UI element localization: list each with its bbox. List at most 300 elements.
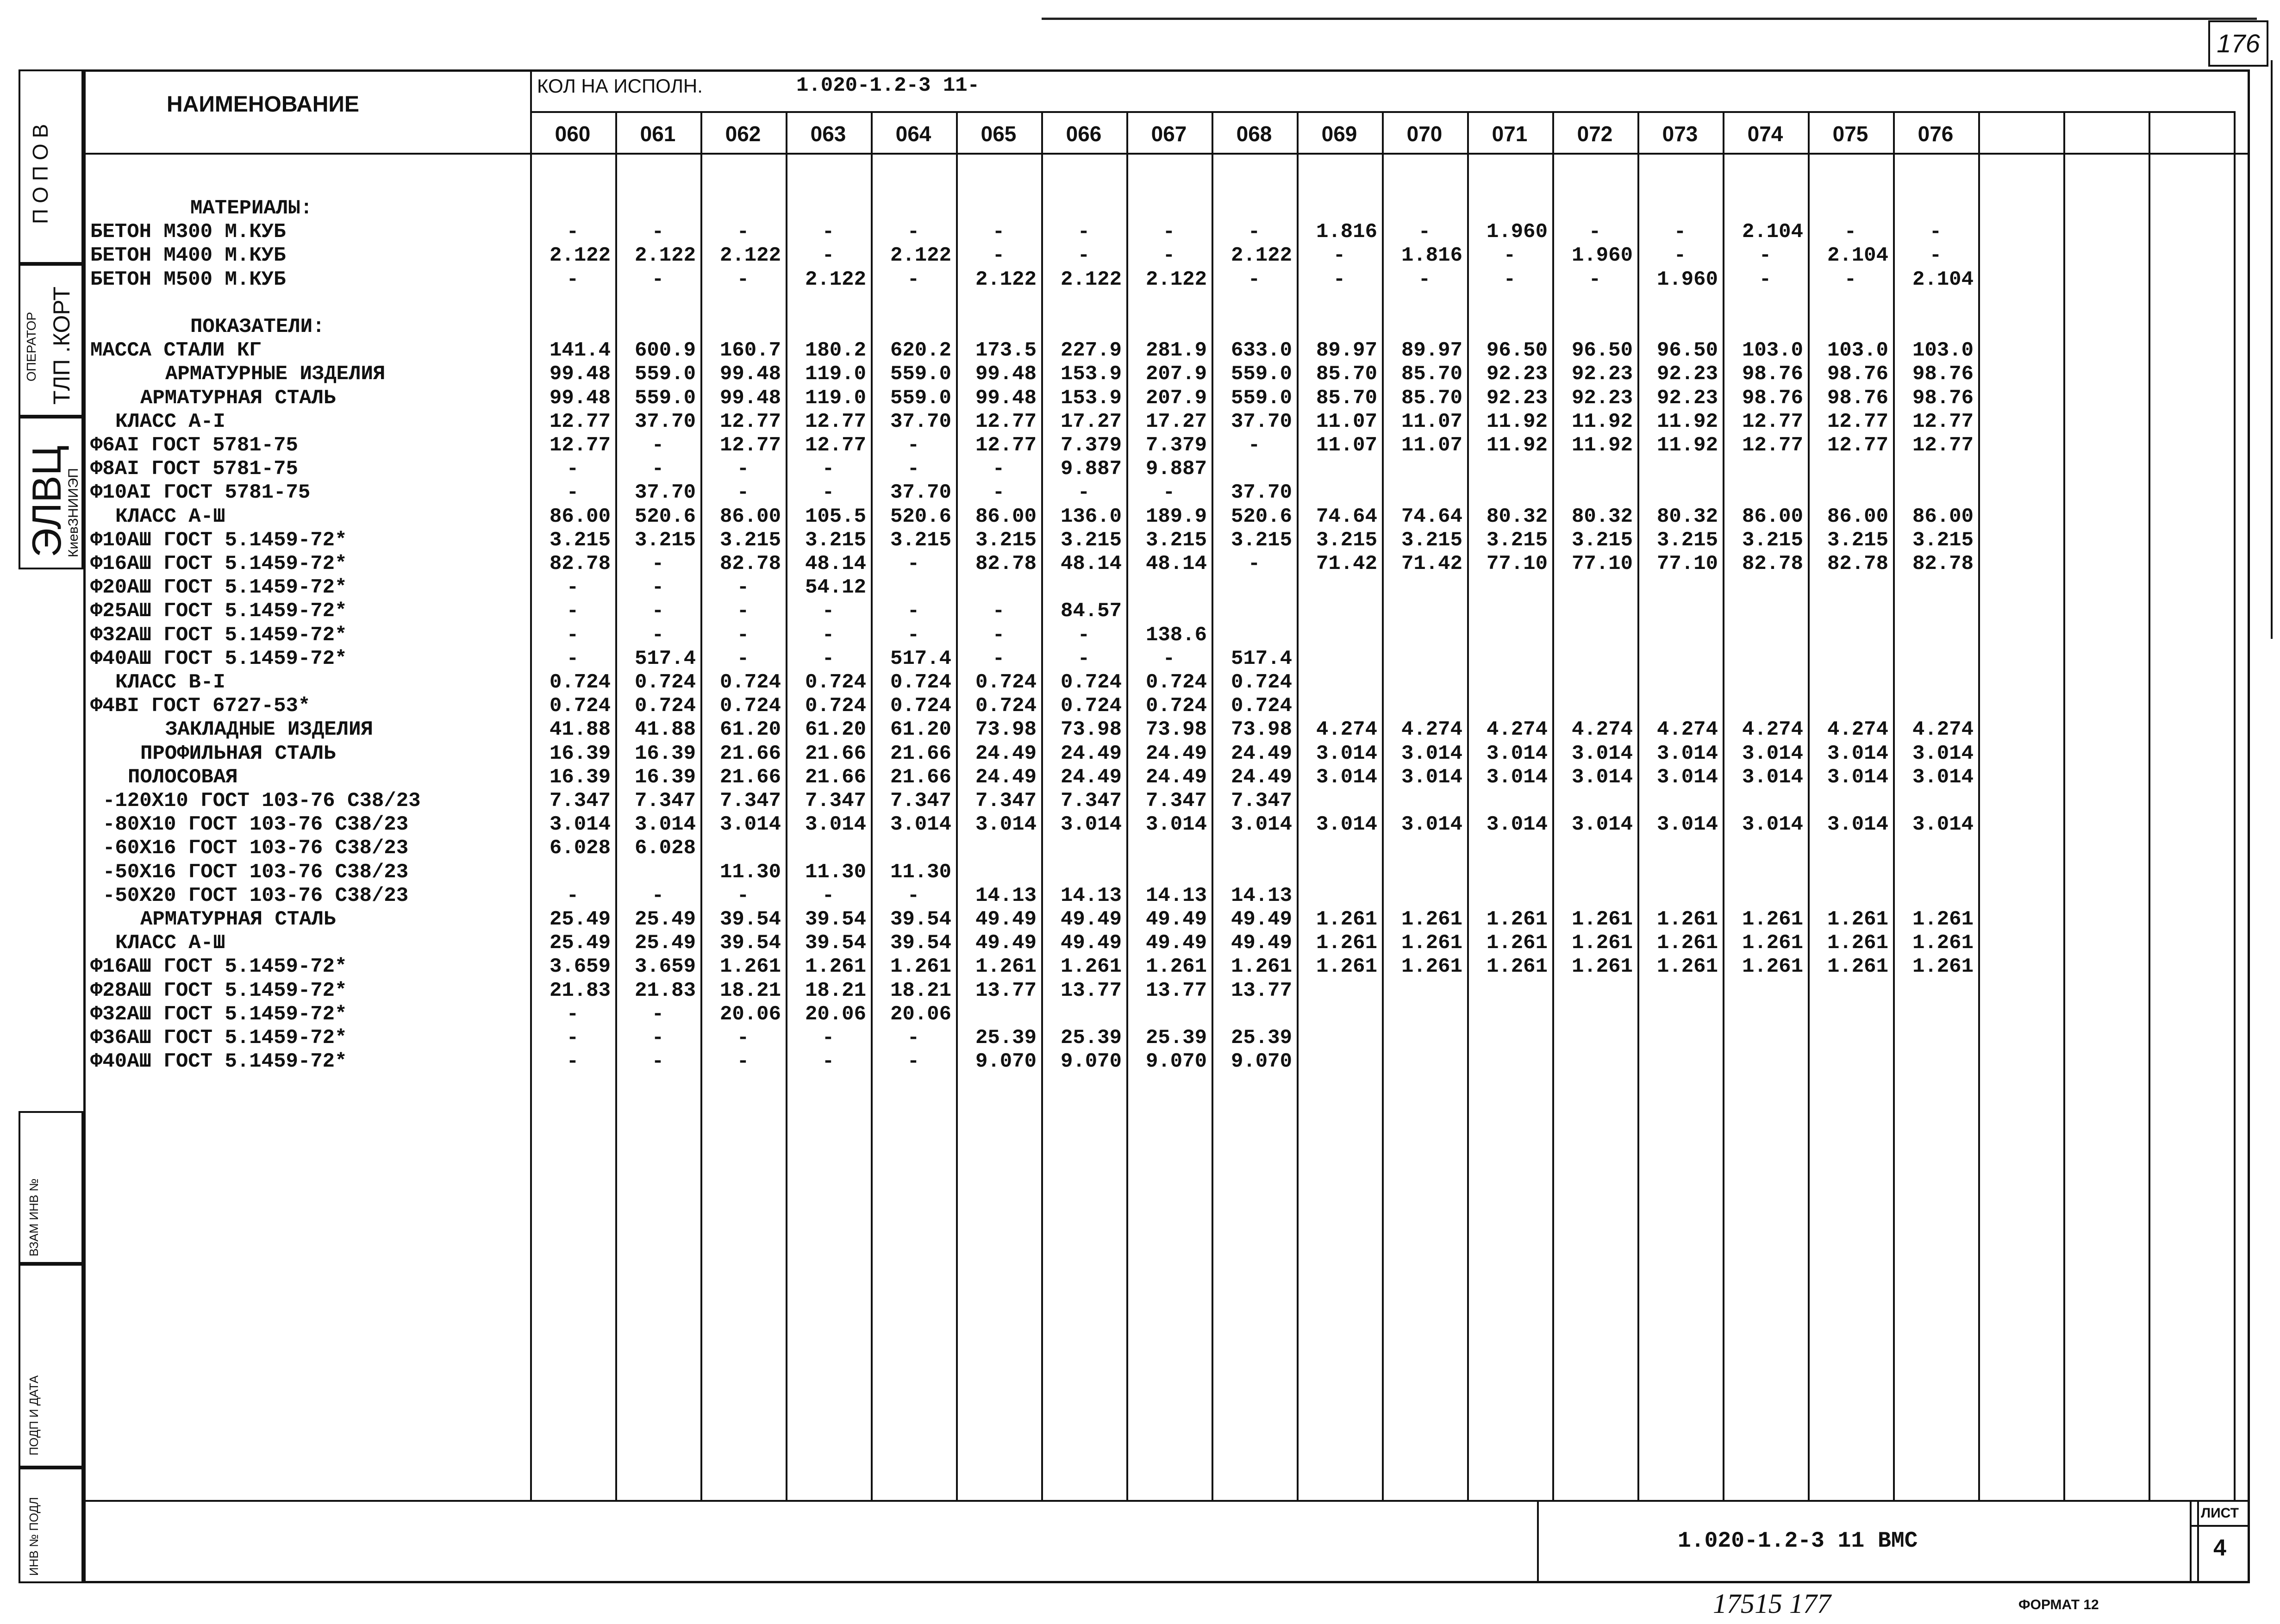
table-cell: 3.215 — [890, 528, 951, 552]
table-cell: 11.30 — [805, 860, 866, 884]
table-cell: 24.49 — [1145, 742, 1207, 765]
table-cell: 12.77 — [719, 410, 781, 433]
table-cell: 3.014 — [1912, 813, 1974, 837]
table-cell: 24.49 — [1231, 765, 1292, 789]
sheet-number-box — [2190, 1500, 2250, 1583]
column-header: 068 — [1236, 122, 1272, 146]
table-cell: 3.014 — [1742, 765, 1803, 789]
grid-line-v — [2234, 111, 2236, 1500]
table-cell: - — [822, 600, 835, 623]
table-cell: 559.0 — [634, 362, 696, 386]
table-cell: 92.23 — [1656, 386, 1718, 410]
table-cell: 25.39 — [1231, 1026, 1292, 1049]
table-cell: 49.49 — [1145, 931, 1207, 955]
row-label: БЕТОН М500 М.КУБ — [90, 268, 286, 291]
table-cell: 1.261 — [1742, 931, 1803, 955]
table-cell: 2.122 — [975, 268, 1037, 291]
table-cell: - — [1418, 220, 1431, 244]
table-cell: 3.014 — [1401, 765, 1462, 789]
table-cell: 89.97 — [1316, 339, 1377, 362]
table-cell: 3.014 — [549, 813, 611, 837]
table-cell: - — [651, 268, 664, 291]
grid-line-v — [1552, 111, 1554, 1500]
table-cell: 17.27 — [1145, 410, 1207, 433]
table-cell: 98.76 — [1742, 386, 1803, 410]
table-cell: 6.028 — [549, 837, 611, 860]
table-cell: 11.92 — [1571, 434, 1633, 457]
table-cell: - — [651, 552, 664, 575]
doc-code-header: 1.020-1.2-3 11- — [796, 74, 980, 97]
row-label: КЛАСС А-Ш — [115, 505, 225, 528]
table-cell: 85.70 — [1316, 386, 1377, 410]
table-cell: 92.23 — [1656, 362, 1718, 386]
table-cell: - — [992, 220, 1005, 244]
table-cell: 3.215 — [719, 528, 781, 552]
table-cell: 227.9 — [1060, 339, 1122, 362]
table-cell: 86.00 — [1912, 505, 1974, 528]
table-cell: 3.014 — [1231, 813, 1292, 837]
table-cell: 82.78 — [549, 552, 611, 575]
table-cell: 3.014 — [1316, 765, 1377, 789]
table-cell: 37.70 — [890, 481, 951, 505]
grid-line-v — [1723, 111, 1724, 1500]
table-cell: 48.14 — [805, 552, 866, 575]
table-cell: - — [992, 481, 1005, 505]
side-cell-podp — [19, 1264, 83, 1468]
table-cell: 21.66 — [805, 765, 866, 789]
table-cell: 0.724 — [805, 671, 866, 694]
table-cell: 3.014 — [1571, 765, 1633, 789]
table-cell: 4.274 — [1316, 718, 1377, 742]
table-cell: 1.261 — [1827, 931, 1888, 955]
table-cell: 49.49 — [1231, 908, 1292, 931]
row-label: -50Х20 ГОСТ 103-76 С38/23 — [103, 884, 409, 907]
table-cell: 3.215 — [975, 528, 1037, 552]
table-cell: 37.70 — [1231, 410, 1292, 433]
table-cell: 1.261 — [1401, 908, 1462, 931]
table-cell: 1.816 — [1401, 244, 1462, 268]
org-name: ЭЛВЦ — [24, 445, 69, 557]
table-cell: 61.20 — [890, 718, 951, 742]
table-cell: 2.122 — [805, 268, 866, 291]
table-cell: 3.014 — [1486, 742, 1548, 765]
table-cell: 105.5 — [805, 505, 866, 528]
table-cell: 1.261 — [719, 955, 781, 979]
grid-line-v — [2063, 111, 2065, 1500]
table-cell: - — [737, 268, 750, 291]
table-cell: 86.00 — [549, 505, 611, 528]
table-cell: 82.78 — [1912, 552, 1974, 575]
table-cell: - — [1929, 220, 1942, 244]
table-cell: - — [737, 1050, 750, 1074]
table-cell: 3.215 — [1912, 528, 1974, 552]
table-cell: 39.54 — [890, 908, 951, 931]
table-cell: 3.215 — [1827, 528, 1888, 552]
row-label: Ф40АШ ГОСТ 5.1459-72* — [90, 647, 347, 670]
table-cell: 3.215 — [1486, 528, 1548, 552]
table-cell: 1.261 — [890, 955, 951, 979]
table-cell: 1.261 — [1316, 931, 1377, 955]
table-cell: 98.76 — [1912, 386, 1974, 410]
title-doc-code: 1.020-1.2-3 11 ВМС — [1678, 1529, 1918, 1554]
table-cell: 89.97 — [1401, 339, 1462, 362]
table-cell: 61.20 — [805, 718, 866, 742]
table-cell: 4.274 — [1656, 718, 1718, 742]
column-header: 065 — [981, 122, 1017, 146]
table-cell: - — [737, 576, 750, 600]
table-cell: 37.70 — [1231, 481, 1292, 505]
table-cell: - — [566, 268, 579, 291]
table-cell: 1.261 — [1742, 908, 1803, 931]
table-cell: 13.77 — [1231, 979, 1292, 1002]
table-cell: 49.49 — [1060, 931, 1122, 955]
table-cell: 1.261 — [1912, 931, 1974, 955]
table-cell: 14.13 — [975, 884, 1037, 907]
table-cell: 7.347 — [805, 789, 866, 812]
table-cell: 39.54 — [805, 908, 866, 931]
table-cell: 3.014 — [1912, 742, 1974, 765]
table-cell: 517.4 — [890, 647, 951, 670]
table-cell: 3.014 — [1060, 813, 1122, 837]
table-cell: 74.64 — [1401, 505, 1462, 528]
table-cell: 1.960 — [1656, 268, 1718, 291]
table-cell: 9.070 — [1060, 1050, 1122, 1074]
column-header: 067 — [1151, 122, 1187, 146]
table-cell: 24.49 — [1060, 742, 1122, 765]
table-cell: 86.00 — [1742, 505, 1803, 528]
table-cell: 0.724 — [975, 671, 1037, 694]
table-cell: 12.77 — [1742, 434, 1803, 457]
table-cell: - — [1588, 220, 1601, 244]
table-cell: 0.724 — [634, 694, 696, 718]
table-cell: - — [1418, 268, 1431, 291]
table-cell: 517.4 — [1231, 647, 1292, 670]
table-cell: 12.77 — [975, 410, 1037, 433]
table-cell: 85.70 — [1316, 362, 1377, 386]
table-cell: 520.6 — [1231, 505, 1292, 528]
table-cell: 281.9 — [1145, 339, 1207, 362]
handwritten-number: 17515 177 — [1713, 1588, 1831, 1619]
table-cell: 12.77 — [805, 434, 866, 457]
table-cell: 3.215 — [1571, 528, 1633, 552]
table-cell: - — [992, 600, 1005, 623]
table-cell: 3.215 — [1145, 528, 1207, 552]
row-label: Ф4ВI ГОСТ 6727-53* — [90, 694, 311, 718]
table-cell: 21.66 — [719, 765, 781, 789]
table-cell: 180.2 — [805, 339, 866, 362]
table-cell: 77.10 — [1656, 552, 1718, 575]
table-cell: 39.54 — [805, 931, 866, 955]
table-cell: 14.13 — [1060, 884, 1122, 907]
table-cell: 20.06 — [719, 1002, 781, 1026]
table-cell: 84.57 — [1060, 600, 1122, 623]
table-cell: 9.887 — [1145, 457, 1207, 481]
table-cell: 21.66 — [890, 765, 951, 789]
table-cell: 18.21 — [890, 979, 951, 1002]
column-header: 069 — [1321, 122, 1357, 146]
row-label: ПОЛОСОВАЯ — [128, 765, 238, 789]
row-label: -80Х10 ГОСТ 103-76 С38/23 — [103, 813, 409, 837]
table-cell: 24.49 — [975, 742, 1037, 765]
table-cell: - — [1162, 481, 1175, 505]
table-cell: 12.77 — [549, 434, 611, 457]
table-cell: 0.724 — [1231, 694, 1292, 718]
table-cell: 0.724 — [890, 694, 951, 718]
row-label: Ф32АШ ГОСТ 5.1459-72* — [90, 1002, 347, 1026]
row-label: АРМАТУРНАЯ СТАЛЬ — [140, 908, 336, 931]
table-cell: 3.014 — [1316, 742, 1377, 765]
table-cell: - — [737, 600, 750, 623]
table-cell: 559.0 — [1231, 386, 1292, 410]
table-cell: 1.261 — [1742, 955, 1803, 979]
table-cell: - — [907, 1050, 920, 1074]
table-cell: - — [992, 244, 1005, 268]
table-cell: 0.724 — [1145, 671, 1207, 694]
table-cell: 3.014 — [805, 813, 866, 837]
table-cell: 18.21 — [805, 979, 866, 1002]
table-cell: 11.07 — [1316, 434, 1377, 457]
row-label: Ф25АШ ГОСТ 5.1459-72* — [90, 600, 347, 623]
table-cell: 559.0 — [890, 362, 951, 386]
table-cell: 86.00 — [719, 505, 781, 528]
org-subname: КиевЗНИИЭП — [66, 468, 81, 557]
table-cell: 12.77 — [805, 410, 866, 433]
table-cell: 2.122 — [634, 244, 696, 268]
qty-label: КОЛ НА ИСПОЛН. — [537, 75, 703, 97]
table-cell: 1.261 — [1231, 955, 1292, 979]
table-cell: 0.724 — [719, 671, 781, 694]
table-cell: 20.06 — [890, 1002, 951, 1026]
table-cell: 119.0 — [805, 386, 866, 410]
table-cell: - — [822, 647, 835, 670]
table-cell: - — [566, 1002, 579, 1026]
table-cell: 80.32 — [1571, 505, 1633, 528]
table-cell: 25.49 — [634, 908, 696, 931]
table-cell: 3.014 — [1912, 765, 1974, 789]
table-cell: 3.014 — [1401, 813, 1462, 837]
table-cell: 98.76 — [1742, 362, 1803, 386]
table-cell: 21.83 — [634, 979, 696, 1002]
table-cell: 1.261 — [1316, 908, 1377, 931]
table-cell: 24.49 — [975, 765, 1037, 789]
table-cell: 96.50 — [1571, 339, 1633, 362]
table-cell: - — [566, 1050, 579, 1074]
table-cell: 103.0 — [1827, 339, 1888, 362]
table-cell: 3.014 — [1656, 742, 1718, 765]
table-cell: 3.014 — [1571, 742, 1633, 765]
column-header: 064 — [895, 122, 931, 146]
table-cell: 1.261 — [1486, 908, 1548, 931]
table-cell: 21.66 — [719, 742, 781, 765]
table-cell: 3.014 — [1827, 813, 1888, 837]
table-cell: 74.64 — [1316, 505, 1377, 528]
row-label: МАТЕРИАЛЫ: — [190, 197, 313, 220]
table-cell: 153.9 — [1060, 362, 1122, 386]
table-cell: 3.014 — [1827, 765, 1888, 789]
table-cell: 85.70 — [1401, 362, 1462, 386]
table-cell: 98.76 — [1912, 362, 1974, 386]
row-label: БЕТОН М400 М.КУБ — [90, 244, 286, 268]
table-cell: 11.07 — [1401, 410, 1462, 433]
table-cell: 0.724 — [890, 671, 951, 694]
table-cell: - — [651, 1050, 664, 1074]
table-cell: 82.78 — [1827, 552, 1888, 575]
table-cell: 3.014 — [1827, 742, 1888, 765]
table-cell: 7.379 — [1145, 434, 1207, 457]
table-cell: - — [822, 244, 835, 268]
table-cell: - — [1248, 220, 1261, 244]
table-cell: 21.66 — [890, 742, 951, 765]
table-cell: 0.724 — [549, 671, 611, 694]
table-cell: - — [1503, 244, 1516, 268]
table-cell: - — [737, 481, 750, 505]
table-cell: - — [822, 220, 835, 244]
table-cell: - — [822, 884, 835, 907]
table-cell: 1.261 — [1827, 955, 1888, 979]
table-cell: 1.261 — [1656, 908, 1718, 931]
table-cell: - — [651, 434, 664, 457]
sheet-label: ЛИСТ — [2192, 1502, 2248, 1527]
table-cell: 12.77 — [975, 434, 1037, 457]
table-cell: 16.39 — [549, 742, 611, 765]
table-cell: 1.261 — [1656, 931, 1718, 955]
row-label: -60Х16 ГОСТ 103-76 С38/23 — [103, 837, 409, 860]
column-header: 072 — [1577, 122, 1613, 146]
table-cell: 48.14 — [1145, 552, 1207, 575]
table-cell: - — [992, 623, 1005, 647]
table-cell: 0.724 — [1231, 671, 1292, 694]
table-cell: 1.261 — [975, 955, 1037, 979]
column-header: 075 — [1832, 122, 1868, 146]
table-cell: 119.0 — [805, 362, 866, 386]
row-label: -50Х16 ГОСТ 103-76 С38/23 — [103, 860, 409, 884]
table-cell: - — [907, 220, 920, 244]
table-cell: 3.215 — [1231, 528, 1292, 552]
table-cell: 85.70 — [1401, 386, 1462, 410]
table-cell: 3.014 — [1571, 813, 1633, 837]
table-cell: 86.00 — [975, 505, 1037, 528]
table-cell: 12.77 — [1742, 410, 1803, 433]
podp-label: ПОДП И ДАТА — [27, 1375, 41, 1455]
table-cell: - — [1674, 244, 1687, 268]
table-cell: 3.014 — [1401, 742, 1462, 765]
table-cell: 1.261 — [1912, 955, 1974, 979]
table-cell: - — [822, 457, 835, 481]
table-cell: - — [1503, 268, 1516, 291]
table-cell: 82.78 — [719, 552, 781, 575]
grid-line-v — [1978, 111, 1980, 1500]
table-cell: 2.122 — [890, 244, 951, 268]
table-cell: 11.92 — [1486, 410, 1548, 433]
table-cell: 9.070 — [975, 1050, 1037, 1074]
table-cell: 1.261 — [1316, 955, 1377, 979]
table-cell: 11.07 — [1316, 410, 1377, 433]
table-cell: 3.014 — [719, 813, 781, 837]
table-cell: - — [1588, 268, 1601, 291]
table-cell: 25.49 — [549, 931, 611, 955]
table-cell: 71.42 — [1401, 552, 1462, 575]
table-cell: 9.887 — [1060, 457, 1122, 481]
row-label: Ф40АШ ГОСТ 5.1459-72* — [90, 1050, 347, 1074]
table-cell: 7.347 — [1145, 789, 1207, 812]
name-column-header: НАИМЕНОВАНИЕ — [167, 92, 359, 117]
table-cell: 559.0 — [1231, 362, 1292, 386]
table-cell: 3.014 — [1145, 813, 1207, 837]
table-cell: 99.48 — [975, 386, 1037, 410]
table-cell: 11.07 — [1401, 434, 1462, 457]
table-cell: 73.98 — [1231, 718, 1292, 742]
table-cell: 16.39 — [634, 742, 696, 765]
vzam-label: ВЗАМ ИНВ № — [27, 1178, 41, 1256]
row-label: БЕТОН М300 М.КУБ — [90, 220, 286, 244]
table-cell: 4.274 — [1742, 718, 1803, 742]
row-label: Ф6АI ГОСТ 5781-75 — [90, 434, 298, 457]
table-cell: 520.6 — [634, 505, 696, 528]
column-header: 076 — [1918, 122, 1954, 146]
table-cell: 25.39 — [1060, 1026, 1122, 1049]
table-cell: 0.724 — [719, 694, 781, 718]
table-cell: 0.724 — [805, 694, 866, 718]
table-cell: - — [1162, 647, 1175, 670]
side-cell-author — [19, 69, 83, 264]
table-cell: - — [907, 552, 920, 575]
table-cell: 11.92 — [1656, 434, 1718, 457]
table-cell: 1.960 — [1571, 244, 1633, 268]
table-cell: 3.215 — [549, 528, 611, 552]
row-label: Ф36АШ ГОСТ 5.1459-72* — [90, 1026, 347, 1049]
row-label: Ф20АШ ГОСТ 5.1459-72* — [90, 576, 347, 600]
table-cell: 1.261 — [1401, 955, 1462, 979]
table-cell: 3.014 — [1742, 742, 1803, 765]
table-cell: 86.00 — [1827, 505, 1888, 528]
table-cell: 3.014 — [1656, 813, 1718, 837]
row-label: Ф28АШ ГОСТ 5.1459-72* — [90, 979, 347, 1002]
table-cell: 92.23 — [1571, 386, 1633, 410]
table-cell: - — [737, 884, 750, 907]
table-cell: - — [1248, 552, 1261, 575]
table-cell: 173.5 — [975, 339, 1037, 362]
table-cell: 21.83 — [549, 979, 611, 1002]
table-cell: 1.261 — [1401, 931, 1462, 955]
table-cell: 96.50 — [1656, 339, 1718, 362]
table-cell: - — [566, 220, 579, 244]
table-cell: 160.7 — [719, 339, 781, 362]
row-label: ПОКАЗАТЕЛИ: — [190, 315, 325, 338]
table-cell: 39.54 — [719, 931, 781, 955]
table-cell: - — [1162, 220, 1175, 244]
table-cell: 77.10 — [1486, 552, 1548, 575]
table-cell: 20.06 — [805, 1002, 866, 1026]
grid-line-v — [1297, 111, 1299, 1500]
top-rule — [1042, 18, 2257, 20]
table-cell: 49.49 — [975, 908, 1037, 931]
table-cell: 11.92 — [1486, 434, 1548, 457]
table-cell: 41.88 — [549, 718, 611, 742]
table-cell: 99.48 — [719, 362, 781, 386]
table-cell: 37.70 — [890, 410, 951, 433]
table-cell: 77.10 — [1571, 552, 1633, 575]
table-cell: 4.274 — [1486, 718, 1548, 742]
table-cell: 80.32 — [1656, 505, 1718, 528]
table-cell: 24.49 — [1231, 742, 1292, 765]
table-cell: 2.122 — [549, 244, 611, 268]
grid-line-v — [1808, 111, 1810, 1500]
table-cell: 16.39 — [634, 765, 696, 789]
table-cell: - — [566, 600, 579, 623]
table-cell: 0.724 — [975, 694, 1037, 718]
table-cell: 82.78 — [975, 552, 1037, 575]
table-cell: 61.20 — [719, 718, 781, 742]
